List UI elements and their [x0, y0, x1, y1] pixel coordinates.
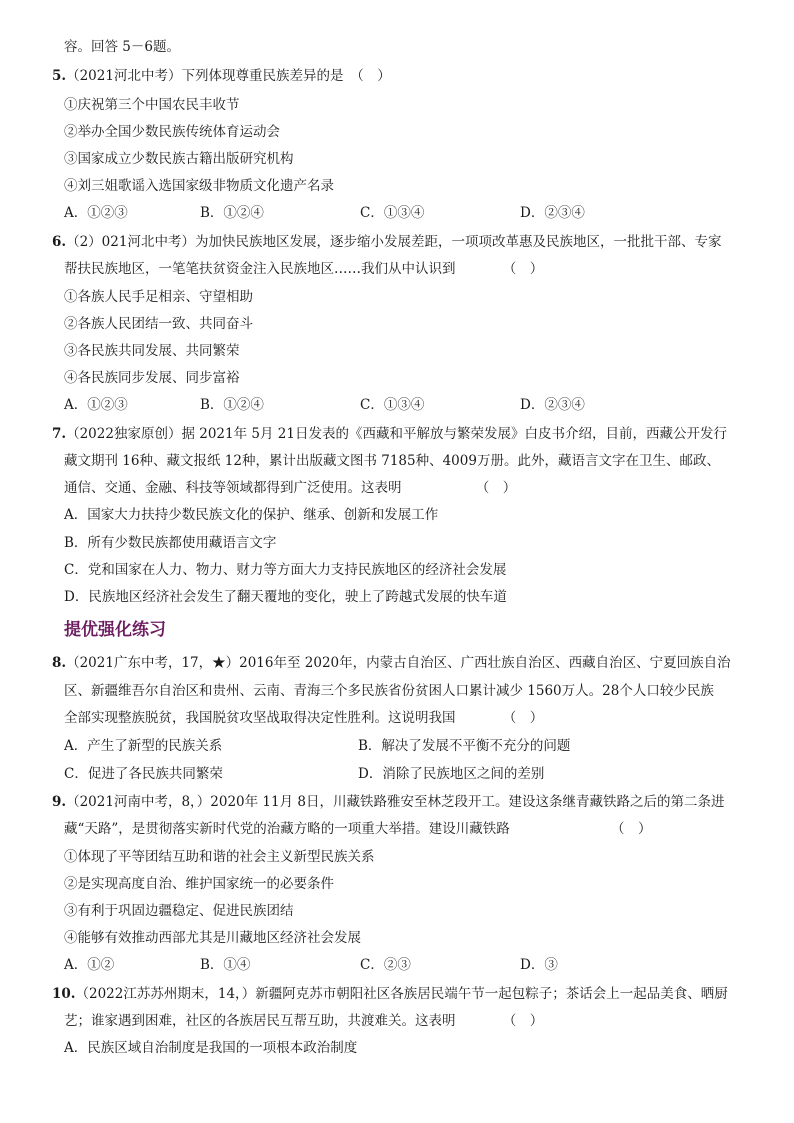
statement-item: ④各民族同步发展、同步富裕	[64, 370, 240, 386]
question-10	[52, 984, 728, 1004]
question-text: 通信、交通、金融、科技等领域都得到广泛使用。这表明 （ ）	[64, 480, 517, 496]
statement-item: ①体现了平等团结互助和谐的社会主义新型民族关系	[64, 849, 375, 865]
question-7	[52, 424, 727, 444]
statement-item: ③各民族共同发展、共同繁荣	[64, 343, 240, 359]
question-number: 8.	[52, 655, 67, 671]
statement-item: ①庆祝第三个中国农民丰收节	[64, 97, 240, 113]
option-d: D．民族地区经济社会发生了翻天覆地的变化，驶上了跨越式发展的快车道	[64, 589, 507, 605]
question-text: 全部实现整族脱贫，我国脱贫攻坚战取得决定性胜利。这说明我国 （ ）	[64, 710, 544, 726]
option-c: C．党和国家在人力、物力、财力等方面大力支持民族地区的经济社会发展	[64, 562, 507, 578]
statement-item: ③有利于巩固边疆稳定、促进民族团结	[64, 903, 294, 919]
option-a: A．国家大力扶持少数民族文化的保护、继承、创新和发展工作	[64, 507, 439, 523]
question-text: （2021河南中考，8，）2020年 11月 8日，川藏铁路雅安至林芝段开工。建设这条继青藏铁路之后的第二条进	[66, 794, 725, 810]
question-text: （2）021河北中考）为加快民族地区发展，逐步缩小发展差距，一项项改革惠及民族地区，一批批干部、专家	[66, 234, 722, 250]
question-5	[52, 66, 391, 86]
option-b: B．所有少数民族都使用藏语言文字	[64, 535, 277, 551]
option-a: A．①②	[64, 957, 115, 973]
question-text: 藏“天路”，是贯彻落实新时代党的治藏方略的一项重大举措。建设川藏铁路 （ ）	[64, 821, 652, 837]
question-text: 艺；谁家遇到困难，社区的各族居民互帮互助，共渡难关。这表明 （ ）	[64, 1013, 544, 1029]
question-number: 9.	[52, 794, 67, 810]
option-d: D．③	[520, 957, 558, 973]
statement-item: ②是实现高度自治、维护国家统一的必要条件	[64, 876, 334, 892]
option-a: A．①②③	[64, 397, 128, 413]
option-b: B．①②④	[200, 397, 264, 413]
question-9	[52, 792, 725, 812]
statement-item: ②各族人民团结一致、共同奋斗	[64, 316, 253, 332]
question-text: 帮扶民族地区，一笔笔扶贫资金注入民族地区……我们从中认识到 （ ）	[64, 261, 544, 277]
question-6	[52, 232, 721, 252]
section-title: 提优强化练习	[64, 620, 166, 640]
option-b: B．解决了发展不平衡不充分的问题	[358, 738, 571, 754]
statement-item: ④能够有效推动西部尤其是川藏地区经济社会发展	[64, 930, 361, 946]
question-8	[52, 653, 731, 673]
question-number: 7.	[52, 426, 67, 442]
question-text: 区、新疆维吾尔自治区和贵州、云南、青海三个多民族省份贫困人口累计减少 1560万人。28个人口较少民族	[64, 683, 714, 699]
option-a: A．产生了新型的民族关系	[64, 738, 223, 754]
question-text: （2021河北中考）下列体现尊重民族差异的是 （ ）	[66, 68, 391, 84]
option-b: B．①④	[200, 957, 251, 973]
intro-line: 容。回答 5－6题。	[64, 39, 180, 55]
question-number: 5.	[52, 68, 67, 84]
question-text: （2022独家原创）据 2021年 5月 21日发表的《西藏和平解放与繁荣发展》白皮书介绍，目前，西藏公开发行	[66, 426, 727, 442]
option-d: D．②③④	[520, 205, 585, 221]
option-c: C．①③④	[360, 397, 425, 413]
option-c: C．促进了各民族共同繁荣	[64, 766, 223, 782]
statement-item: ④刘三姐歌谣入选国家级非物质文化遗产名录	[64, 178, 334, 194]
option-a: A．民族区域自治制度是我国的一项根本政治制度	[64, 1040, 358, 1056]
question-number: 6.	[52, 234, 67, 250]
option-d: D．②③④	[520, 397, 585, 413]
question-text: （2022江苏苏州期末，14，）新疆阿克苏市朝阳社区各族居民端午节一起包粽子；茶话会上一起品美食、晒厨	[75, 986, 728, 1002]
option-b: B．①②④	[200, 205, 264, 221]
question-number: 10.	[52, 986, 76, 1002]
statement-item: ①各族人民手足相亲、守望相助	[64, 289, 253, 305]
statement-item: ②举办全国少数民族传统体育运动会	[64, 124, 280, 140]
option-a: A．①②③	[64, 205, 128, 221]
option-c: C．②③	[360, 957, 411, 973]
statement-item: ③国家成立少数民族古籍出版研究机构	[64, 151, 294, 167]
option-c: C．①③④	[360, 205, 425, 221]
question-text: 藏文期刊 16种、藏文报纸 12种，累计出版藏文图书 7185种、4009万册。此外，藏语言文字在卫生、邮政、	[64, 453, 720, 469]
question-text: （2021广东中考，17，★）2016年至 2020年，内蒙古自治区、广西壮族自治区、西藏自治区、宁夏回族自治	[66, 655, 731, 671]
option-d: D．消除了民族地区之间的差别	[358, 766, 545, 782]
